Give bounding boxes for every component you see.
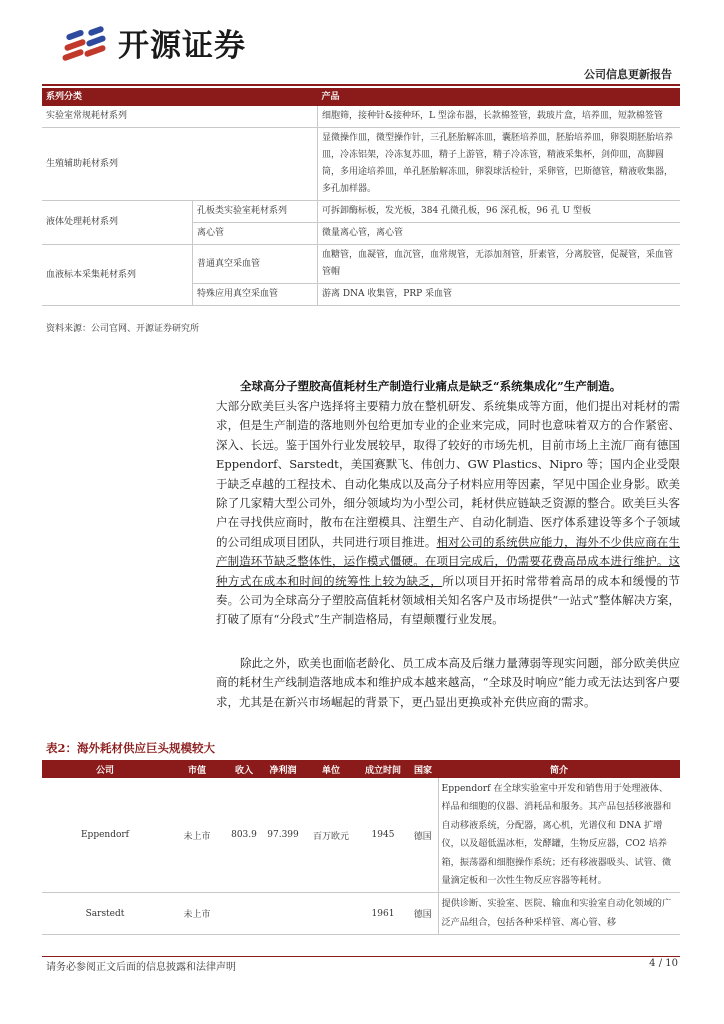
th-cap: 市值 [168,760,226,778]
cell-company: Eppendorf [42,778,168,893]
cell-intro: Eppendorf 在全球实验室中开发和销售用于处理液体、样品和细胞的仪器、消耗品和服务。其产品包括移液器和自动移液系统，分配器，离心机，光谱仪和 DNA 扩增仪，以及超低温冰柜，发酵罐，生物反应器，CO2 培养箱，振荡器和细胞操作系统；还有移液器吸头、试管、微量滴定板和一次性生物反应容器等耗材。 [438,778,680,893]
th-company: 公司 [42,760,168,778]
cell-revenue: 803.9 [226,778,262,893]
paragraph-text: 所以项目开拓时常带着高昂的成本和缓慢的节奏。公司为全球高分子塑胶高值耗材领域相关知名客户及市场提供“一站式”整体解决方案，打破了原有“分段式”生产制造格局，有望颠覆行业发展。 [216,573,680,627]
underlined-text: 相对公司的系统供应能力，海外不少供应商在生产制造环节缺乏整体性，运作模式僵硬。在项目完成后，仍需要花费高昂成本进行维护。这种方式在成本和时间的统筹性上较为缺乏， [216,534,681,588]
footer-rule [42,956,680,957]
body-paragraph-1 [216,397,680,630]
page-number: 4 / 10 [649,958,678,969]
row-category: 血液标本采集耗材系列 [42,245,193,306]
row-products: 可拆卸酶标板，发光板，384 孔微孔板，96 深孔板，96 孔 U 型板 [318,201,681,223]
cell-company: Sarstedt [42,893,168,935]
cell-unit: 百万欧元 [304,778,358,893]
row-category: 生殖辅助耗材系列 [42,128,318,201]
table-row [42,245,680,284]
cell-cap: 未上市 [168,778,226,893]
body-paragraph-2: 除此之外，欧美也面临老龄化、员工成本高及后继力量薄弱等现实问题，部分欧美供应商的耗材生产线制造落地成本和维护成本越来越高，“全球及时响应”能力或无法达到客户要求，尤其是在新兴市场崛起的背景下，更凸显出更换或补充供应商的需求。 [216,656,680,709]
table-row [42,893,680,935]
row-subcategory: 孔板类实验室耗材系列 [193,201,318,223]
table-header-products: 产品 [318,88,681,106]
row-products: 显微操作皿，微型操作针，三孔胚胎解冻皿，囊胚培养皿，胚胎培养皿，卵裂期胚胎培养皿，冷冻铝架，冷冻复苏皿，精子上游管，精子冷冻管，精液采集杯，剑仰皿，高脚圆筒，多用途培养皿，单孔胚胎解冻皿，卵裂球活检针，采卵管，巴斯德管，精液收集器，多孔加样器。 [318,128,681,201]
cell-founded: 1961 [358,893,408,935]
row-category: 实验室常规耗材系列 [42,106,318,128]
th-country: 国家 [408,760,438,778]
table-source: 资料来源：公司官网、开源证券研究所 [46,324,200,334]
th-profit: 净利润 [262,760,304,778]
row-products: 微量离心管，离心管 [318,223,681,245]
cell-unit [304,893,358,935]
report-type: 公司信息更新报告 [584,68,672,81]
footer-disclaimer: 请务必参阅正文后面的信息披露和法律声明 [46,962,236,973]
row-category: 液体处理耗材系列 [42,201,193,245]
th-founded: 成立时间 [358,760,408,778]
header-rule [42,84,680,86]
cell-cap: 未上市 [168,893,226,935]
th-unit: 单位 [304,760,358,778]
brand-name: 开源证券 [118,28,246,64]
table-row [42,778,680,893]
cell-founded: 1945 [358,778,408,893]
table-row [42,128,680,201]
row-products: 细胞筛，接种针&接种环，L 型涂布器，长款棉签管，载玻片盒，培养皿，短款棉签管 [318,106,681,128]
cell-revenue [226,893,262,935]
row-subcategory: 特殊应用真空采血管 [193,284,318,306]
row-subcategory: 离心管 [193,223,318,245]
table-row [42,106,680,128]
cell-profit: 97.399 [262,778,304,893]
row-products: 血糖管，血凝管，血沉管，血常规管，无添加剂管，肝素管，分离胶管，促凝管，采血管管帽 [318,245,681,284]
cell-country: 德国 [408,893,438,935]
overseas-suppliers-table [42,760,680,935]
table-row [42,201,680,223]
table-header-category: 系列分类 [42,88,318,106]
cell-intro: 提供诊断、实验室、医院、输血和实验室自动化领域的广泛产品组合，包括各种采样管、离心管、移 [438,893,680,935]
th-intro: 简介 [438,760,680,778]
cell-profit [262,893,304,935]
cell-country: 德国 [408,778,438,893]
row-subcategory: 普通真空采血管 [193,245,318,284]
row-products: 游离 DNA 收集管，PRP 采血管 [318,284,681,306]
paragraph-text: 大部分欧美巨头客户选择将主要精力放在整机研发、系统集成等方面，他们提出对耗材的需求，但是生产制造的落地则外包给更加专业的企业来完成，同时也意味着双方的合作紧密、深入、长远。鉴于国外行业发展较早，取得了较好的市场先机，目前市场上主流厂商有德国 Eppendorf、Sarstedt，美国赛默飞、伟创力、GW Plastics、Nipro 等；国内企业受限于缺乏卓越的工程技术、自动化集成以及高分子材料应用等因素，罕见中国企业身影。欧美除了几家精大型公司外，细分领域均为小型公司，耗材供应链缺乏资源的整合。欧美巨头客户在寻找供应商时，散布在注塑模具、注塑生产、自动化制造、医疗体系建设等多个子领域的公司组成项目团队，共同进行项目推进。 [216,399,680,549]
product-series-table [42,88,680,306]
th-revenue: 收入 [226,760,262,778]
table2-caption: 表2：海外耗材供应巨头规模较大 [46,741,215,755]
lead-heading: 全球高分子塑胶高值耗材生产制造行业痛点是缺乏“系统集成化”生产制造。 [240,379,622,393]
